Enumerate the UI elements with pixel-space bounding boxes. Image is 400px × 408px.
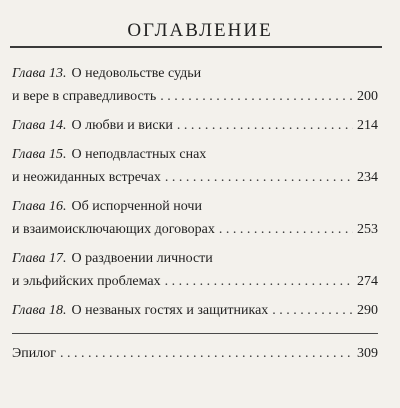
chapter-title-line2: и эльфийских проблемах — [12, 274, 161, 289]
page-number: 309 — [357, 346, 378, 361]
chapter-number: Глава 16. — [12, 199, 67, 214]
dot-leader — [219, 218, 353, 241]
chapter-title-line2: и неожиданных встречах — [12, 170, 161, 185]
chapter-title-line1: О раздвоении личности — [71, 251, 213, 266]
dot-leader — [60, 342, 353, 365]
epilogue-label: Эпилог — [12, 346, 56, 361]
chapter-title-line1: О любви и виски — [71, 118, 173, 133]
dot-leader — [165, 166, 353, 189]
chapter-title-line1: О недовольстве судьи — [71, 66, 202, 81]
chapter-title-line1: О неподвластных снах — [71, 147, 207, 162]
page-number: 290 — [357, 303, 378, 318]
dot-leader — [160, 85, 353, 108]
chapter-title-line2: и взаимоисключающих договорах — [12, 222, 215, 237]
table-of-contents — [12, 62, 378, 365]
toc-entry-14 — [12, 114, 378, 137]
dot-leader — [272, 299, 353, 322]
chapter-title-line2: и вере в справедливость — [12, 89, 157, 104]
page-number: 234 — [357, 170, 378, 185]
toc-entry-15 — [12, 143, 378, 189]
chapter-number: Глава 17. — [12, 251, 67, 266]
chapter-title-line1: Об испорченной ночи — [71, 199, 202, 214]
chapter-number: Глава 14. — [12, 118, 67, 133]
chapter-number: Глава 13. — [12, 66, 67, 81]
chapter-number: Глава 18. — [12, 303, 67, 318]
dot-leader — [165, 270, 353, 293]
chapter-title-line1: О незваных гостях и защитниках — [71, 303, 269, 318]
toc-entry-16 — [12, 195, 378, 241]
section-divider — [12, 333, 378, 334]
toc-entry-17 — [12, 247, 378, 293]
page-number: 274 — [357, 274, 378, 289]
chapter-number: Глава 15. — [12, 147, 67, 162]
toc-title: ОГЛАВЛЕНИЕ — [127, 20, 273, 41]
page-number: 200 — [357, 89, 378, 104]
title-divider — [10, 46, 382, 48]
toc-entry-13 — [12, 62, 378, 108]
toc-entry-epilogue — [12, 342, 378, 365]
toc-entry-18 — [12, 299, 378, 322]
page-number: 253 — [357, 222, 378, 237]
dot-leader — [177, 114, 353, 137]
page-number: 214 — [357, 118, 378, 133]
